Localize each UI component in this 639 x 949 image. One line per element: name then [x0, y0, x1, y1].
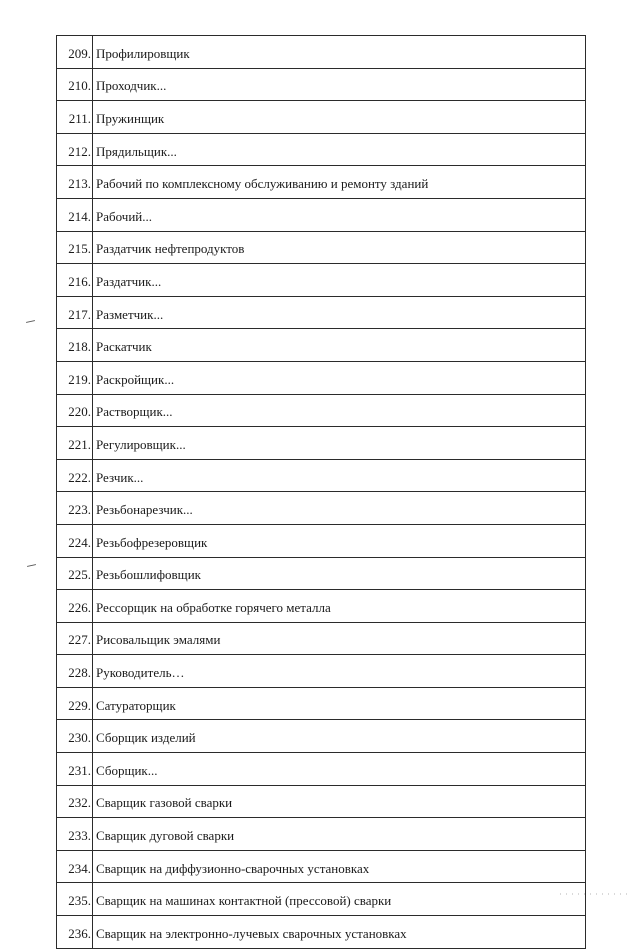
table-row: [57, 198, 586, 231]
row-number: 219.: [57, 361, 93, 394]
row-number: 228.: [57, 655, 93, 688]
table-row: [57, 655, 586, 688]
table-row: [57, 622, 586, 655]
row-number: 221.: [57, 427, 93, 460]
profession-name: Рессорщик на обработке горячего металла: [93, 590, 586, 623]
margin-pen-mark: [26, 320, 35, 323]
row-number: 226.: [57, 590, 93, 623]
table-row: [57, 557, 586, 590]
scan-artifact: [560, 893, 630, 895]
row-number: 225.: [57, 557, 93, 590]
profession-name: Сварщик на диффузионно-сварочных установках: [93, 850, 586, 883]
profession-name: Прядильщик...: [93, 133, 586, 166]
profession-name: Рисовальщик эмалями: [93, 622, 586, 655]
table-row: [57, 850, 586, 883]
table-row: [57, 427, 586, 460]
row-number: 209.: [57, 36, 93, 69]
row-number: 214.: [57, 198, 93, 231]
row-number: 210.: [57, 68, 93, 101]
profession-name: Руководитель…: [93, 655, 586, 688]
profession-name: Сатураторщик: [93, 687, 586, 720]
table-row: [57, 296, 586, 329]
row-number: 211.: [57, 101, 93, 134]
profession-name: Раскатчик: [93, 329, 586, 362]
row-number: 223.: [57, 492, 93, 525]
table-row: [57, 916, 586, 949]
profession-name: Рабочий...: [93, 198, 586, 231]
table-row: [57, 394, 586, 427]
profession-name: Проходчик...: [93, 68, 586, 101]
row-number: 235.: [57, 883, 93, 916]
profession-name: Разметчик...: [93, 296, 586, 329]
table-row: [57, 524, 586, 557]
row-number: 229.: [57, 687, 93, 720]
profession-name: Регулировщик...: [93, 427, 586, 460]
row-number: 232.: [57, 785, 93, 818]
table-row: [57, 492, 586, 525]
table-row: [57, 166, 586, 199]
profession-name: Раскройщик...: [93, 361, 586, 394]
profession-list-table: [56, 35, 586, 949]
profession-name: Рабочий по комплексному обслуживанию и ремонту зданий: [93, 166, 586, 199]
table-row: [57, 883, 586, 916]
row-number: 213.: [57, 166, 93, 199]
row-number: 234.: [57, 850, 93, 883]
row-number: 233.: [57, 818, 93, 851]
profession-name: Резчик...: [93, 459, 586, 492]
table-row: [57, 361, 586, 394]
row-number: 224.: [57, 524, 93, 557]
table-row: [57, 590, 586, 623]
table-row: [57, 264, 586, 297]
profession-name: Сборщик...: [93, 753, 586, 786]
profession-name: Сварщик газовой сварки: [93, 785, 586, 818]
row-number: 236.: [57, 916, 93, 949]
profession-name: Раздатчик...: [93, 264, 586, 297]
row-number: 227.: [57, 622, 93, 655]
profession-name: Раздатчик нефтепродуктов: [93, 231, 586, 264]
table-row: [57, 101, 586, 134]
table-row: [57, 720, 586, 753]
profession-name: Резьбошлифовщик: [93, 557, 586, 590]
table-row: [57, 818, 586, 851]
table-row: [57, 329, 586, 362]
table-row: [57, 231, 586, 264]
profession-name: Сварщик на машинах контактной (прессовой) сварки: [93, 883, 586, 916]
row-number: 231.: [57, 753, 93, 786]
profession-name: Пружинщик: [93, 101, 586, 134]
row-number: 215.: [57, 231, 93, 264]
table-row: [57, 68, 586, 101]
table-row: [57, 753, 586, 786]
row-number: 220.: [57, 394, 93, 427]
row-number: 216.: [57, 264, 93, 297]
row-number: 218.: [57, 329, 93, 362]
profession-name: Сварщик на электронно-лучевых сварочных установках: [93, 916, 586, 949]
row-number: 230.: [57, 720, 93, 753]
margin-pen-mark: [27, 564, 36, 567]
table-row: [57, 687, 586, 720]
profession-name: Резьбонарезчик...: [93, 492, 586, 525]
profession-name: Сборщик изделий: [93, 720, 586, 753]
row-number: 217.: [57, 296, 93, 329]
profession-name: Растворщик...: [93, 394, 586, 427]
profession-name: Резьбофрезеровщик: [93, 524, 586, 557]
profession-name: Профилировщик: [93, 36, 586, 69]
row-number: 222.: [57, 459, 93, 492]
table-row: [57, 36, 586, 69]
profession-name: Сварщик дуговой сварки: [93, 818, 586, 851]
table-row: [57, 785, 586, 818]
table-row: [57, 459, 586, 492]
table-body: [57, 36, 586, 949]
table-row: [57, 133, 586, 166]
row-number: 212.: [57, 133, 93, 166]
